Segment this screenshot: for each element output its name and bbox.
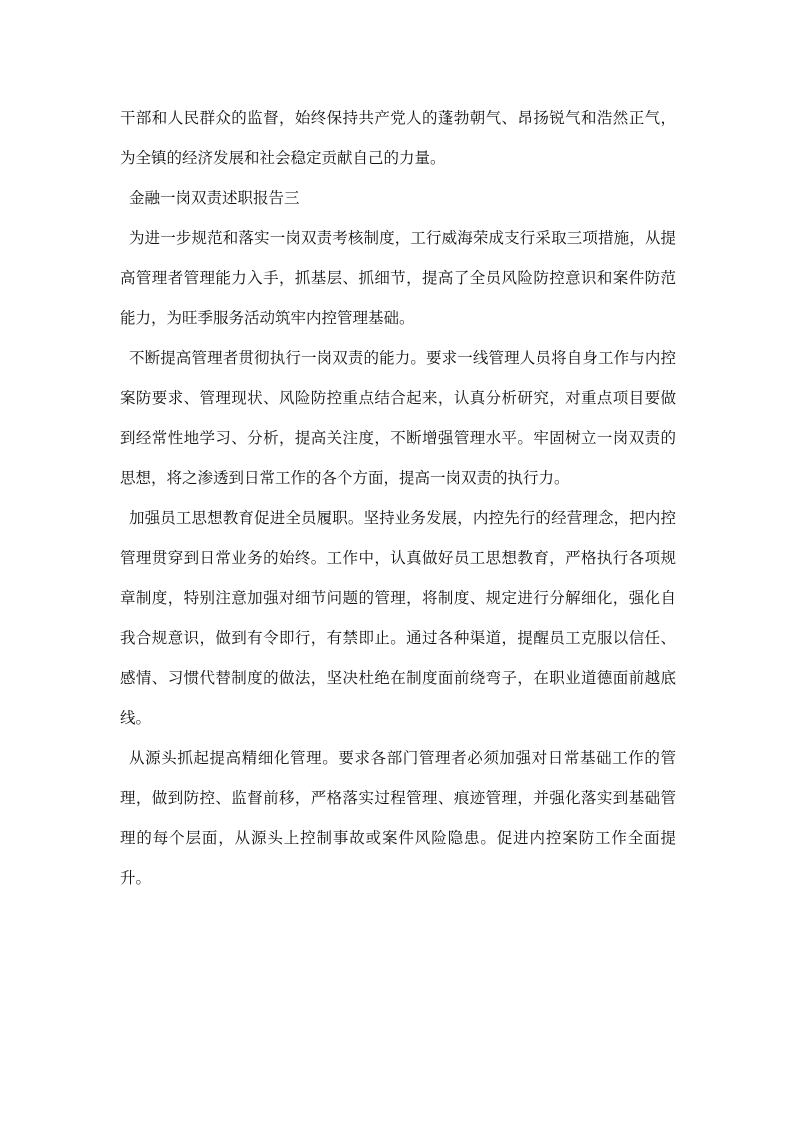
paragraph-intro: 为进一步规范和落实一岗双责考核制度，工行威海荣成支行采取三项措施，从提高管理者管理能力入手，抓基层、抓细节，提高了全员风险防控意识和案件防范能力，为旺季服务活动筑牢内控管理基础。	[120, 229, 676, 327]
paragraph-measure-3: 从源头抓起提高精细化管理。要求各部门管理者必须加强对日常基础工作的管理，做到防控、监督前移，严格落实过程管理、痕迹管理，并强化落实到基础管理的每个层面，从源头上控制事故或案件风险隐患。促进内控案防工作全面提升。	[120, 749, 676, 887]
section-heading: 金融一岗双责述职报告三	[129, 189, 300, 207]
paragraph-measure-1: 不断提高管理者贯彻执行一岗双责的能力。要求一线管理人员将自身工作与内控案防要求、管理现状、风险防控重点结合起来，认真分析研究，对重点项目要做到经常性地学习、分析，提高关注度，不断增强管理水平。牢固树立一岗双责的思想，将之渗透到日常工作的各个方面，提高一岗双责的执行力。	[120, 349, 676, 487]
document-body	[120, 98, 676, 898]
paragraph-measure-2: 加强员工思想教育促进全员履职。坚持业务发展，内控先行的经营理念，把内控管理贯穿到日常业务的始终。工作中，认真做好员工思想教育，严格执行各项规章制度，特别注意加强对细节问题的管理，将制度、规定进行分解细化，强化自我合规意识，做到有令即行，有禁即止。通过各种渠道，提醒员工克服以信任、感情、习惯代替制度的做法，坚决杜绝在制度面前绕弯子，在职业道德面前越底线。	[120, 509, 676, 727]
paragraph-continuation: 干部和人民群众的监督，始终保持共产党人的蓬勃朝气、昂扬锐气和浩然正气，为全镇的经济发展和社会稳定贡献自己的力量。	[120, 109, 676, 167]
